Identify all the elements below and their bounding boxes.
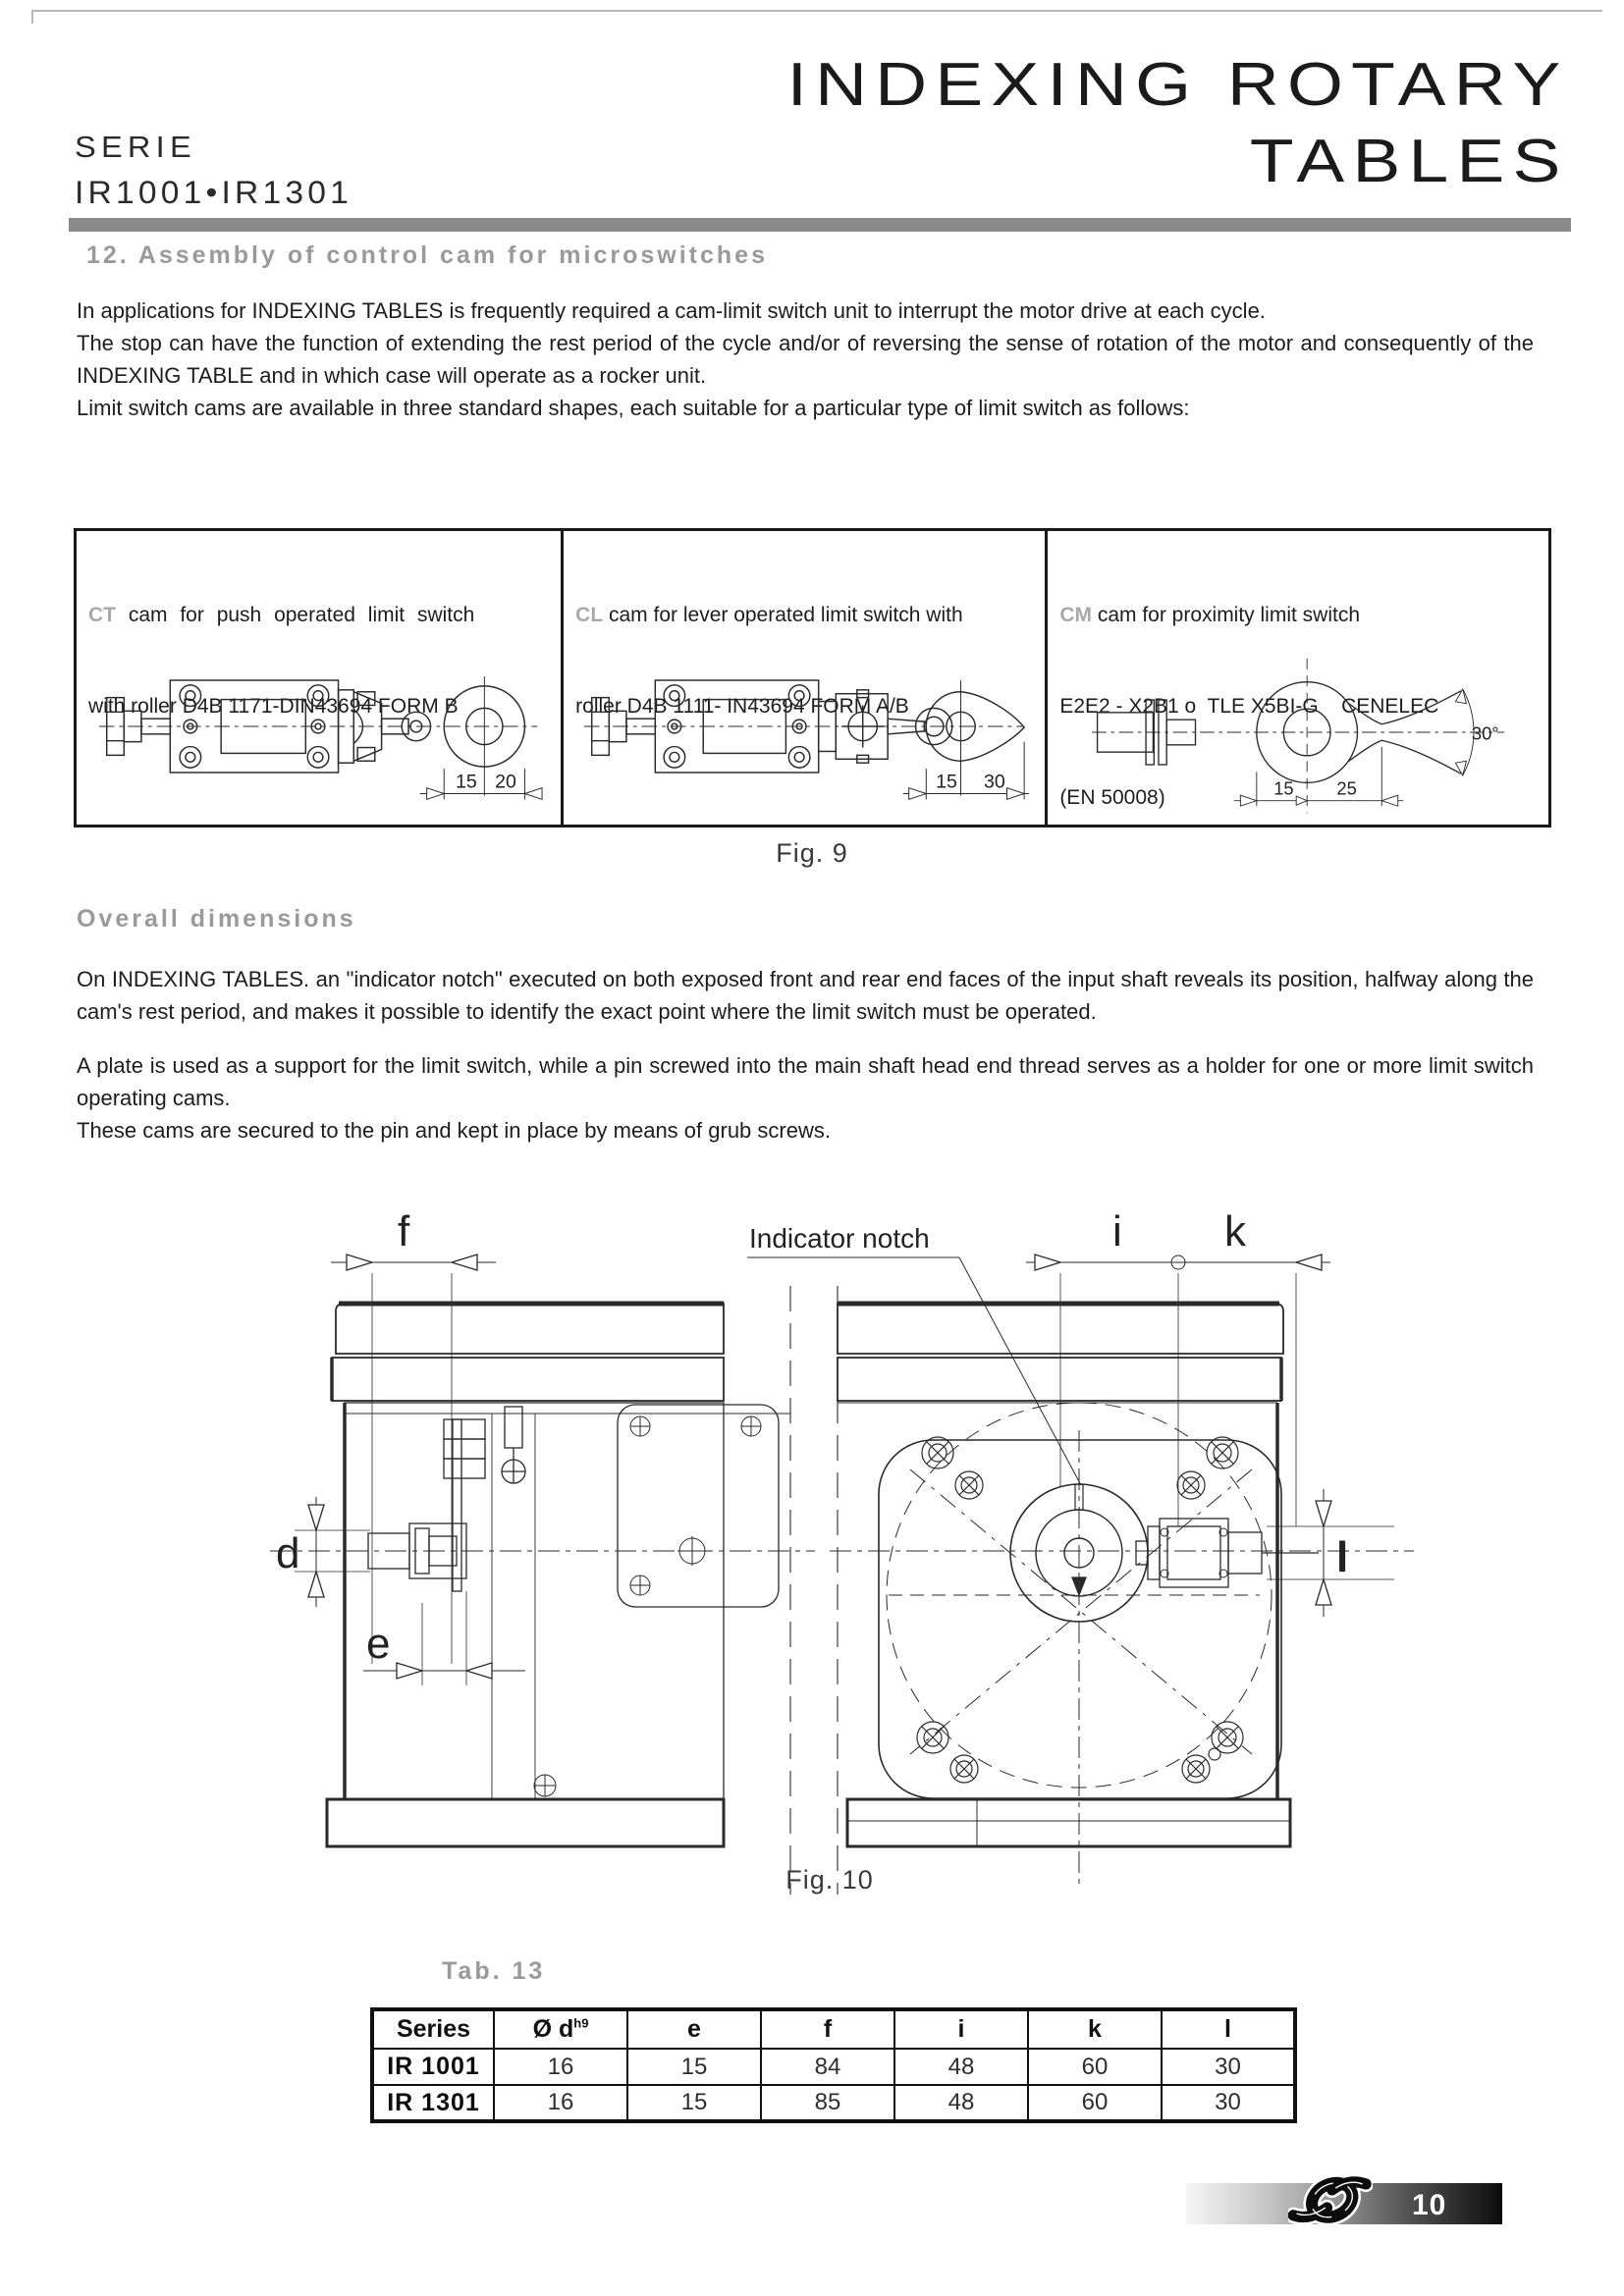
cam-code: CM [1059, 604, 1092, 626]
page-title [787, 47, 1569, 200]
panel-text: with roller D4B 1171-DIN43694 FORM B [88, 695, 459, 718]
col-header-l: l [1162, 2009, 1295, 2049]
value-cell: 30 [1162, 2085, 1295, 2121]
panel-text: (EN 50008) [1059, 786, 1165, 809]
fig10-technical-drawing [201, 1202, 1434, 1909]
col-header-k: k [1028, 2009, 1162, 2049]
cm-cam-drawing [1082, 646, 1514, 819]
cam-code: CL [575, 604, 604, 626]
panel-text: CM cam for proximity limit switch [1059, 604, 1361, 626]
col-header-d: Ø $d^{h9}$ [494, 2009, 627, 2049]
col-header-e: e [627, 2009, 761, 2049]
cl-cam-drawing [578, 634, 1030, 819]
value-cell: 15 [627, 2049, 761, 2085]
table-header-row [372, 2009, 1295, 2049]
scan-artifact-corner [31, 10, 33, 24]
dim-label-k: k [1224, 1207, 1246, 1255]
value-cell: 85 [761, 2085, 894, 2121]
cl-dim-15: 15 [936, 771, 958, 793]
fig9-panel-ct [77, 531, 561, 825]
fig9-caption: Fig. 9 [776, 838, 848, 868]
dim-label-e: e [366, 1620, 391, 1668]
col-header-i: i [894, 2009, 1028, 2049]
panel-text: CL cam for lever operated limit switch with [575, 604, 963, 626]
value-cell: 48 [894, 2049, 1028, 2085]
panel-text: roller D4B 1111- IN43694 FORM A/B [575, 695, 909, 718]
panel-text: CT cam for push operated limit switch [88, 604, 475, 626]
dim-label-i: i [1112, 1207, 1122, 1255]
ct-cam-drawing [93, 634, 545, 819]
value-cell: 30 [1162, 2049, 1295, 2085]
header-divider [69, 218, 1571, 232]
cm-dim-25: 25 [1336, 777, 1357, 799]
cl-dim-30: 30 [984, 771, 1006, 793]
series-cell: IR 1301 [372, 2085, 494, 2121]
cm-angle-30deg: 30° [1472, 722, 1499, 744]
table-row [372, 2085, 1295, 2121]
serie-models: IR1001•IR1301 [75, 175, 353, 210]
cm-dim-15: 15 [1273, 777, 1294, 799]
section-heading: 12. Assembly of control cam for microswitches [86, 241, 768, 269]
tab13-heading: Tab. 13 [442, 1957, 546, 1985]
section-body [77, 294, 1534, 424]
fig9-panel-box [74, 528, 1551, 828]
overall-dimensions-heading: Overall dimensions [77, 905, 356, 933]
d-tolerance: h9 [573, 2015, 589, 2031]
panel-text: E2E2 - X2B1 o TLE X5BI-G CENELEC [1059, 695, 1439, 718]
value-cell: 60 [1028, 2085, 1162, 2121]
indicator-notch-label: Indicator notch [749, 1223, 930, 1254]
fig9-panel-cm [1045, 531, 1548, 825]
overall-body [77, 963, 1534, 1147]
value-cell: 48 [894, 2085, 1028, 2121]
value-cell: 84 [761, 2049, 894, 2085]
page-title-line2: TABLES [1250, 128, 1569, 195]
col-header-f: f [761, 2009, 894, 2049]
value-cell: 60 [1028, 2049, 1162, 2085]
paragraph: On INDEXING TABLES. an "indicator notch" executed on both exposed front and rear end faces of the input shaft reveals its position, halfway along the cam's rest period, and makes it possible to identify the exact point where the limit switch must be operated. [77, 967, 1534, 1024]
cam-code: CT [88, 604, 116, 626]
value-cell: 15 [627, 2085, 761, 2121]
knot-logo-icon [1288, 2163, 1373, 2241]
dim-label-f: f [398, 1207, 410, 1255]
value-cell: 16 [494, 2085, 627, 2121]
paragraph: The stop can have the function of extending the rest period of the cycle and/or of reversing the sense of rotation of the motor and consequently of the INDEXING TABLE and in which case will operate as a rocker unit. [77, 331, 1534, 388]
value-cell: 16 [494, 2049, 627, 2085]
dim-label-d: d [276, 1529, 300, 1577]
paragraph: A plate is used as a support for the limit switch, while a pin screwed into the main shaft head end thread serves as a holder for one or more limit switch operating cams. [77, 1053, 1534, 1110]
serie-label: SERIE [75, 130, 196, 164]
ct-dim-15: 15 [455, 771, 477, 793]
series-cell: IR 1001 [372, 2049, 494, 2085]
paragraph: In applications for INDEXING TABLES is frequently required a cam-limit switch unit to interrupt the motor drive at each cycle. [77, 298, 1266, 323]
fig9-panel-cl [561, 531, 1045, 825]
dim-label-l: l [1336, 1533, 1349, 1581]
col-header-series: Series [372, 2009, 494, 2049]
tab13-table [370, 2007, 1297, 2123]
paragraph: These cams are secured to the pin and kept in place by means of grub screws. [77, 1118, 831, 1143]
ct-dim-20: 20 [494, 771, 516, 793]
page-title-line1: INDEXING ROTARY [786, 51, 1569, 119]
scan-artifact-top-line [31, 10, 1602, 12]
table-row [372, 2049, 1295, 2085]
page-number: 10 [1412, 2189, 1447, 2221]
paragraph: Limit switch cams are available in three standard shapes, each suitable for a particular type of limit switch as follows: [77, 396, 1190, 420]
fig10-caption: Fig. 10 [785, 1865, 874, 1895]
